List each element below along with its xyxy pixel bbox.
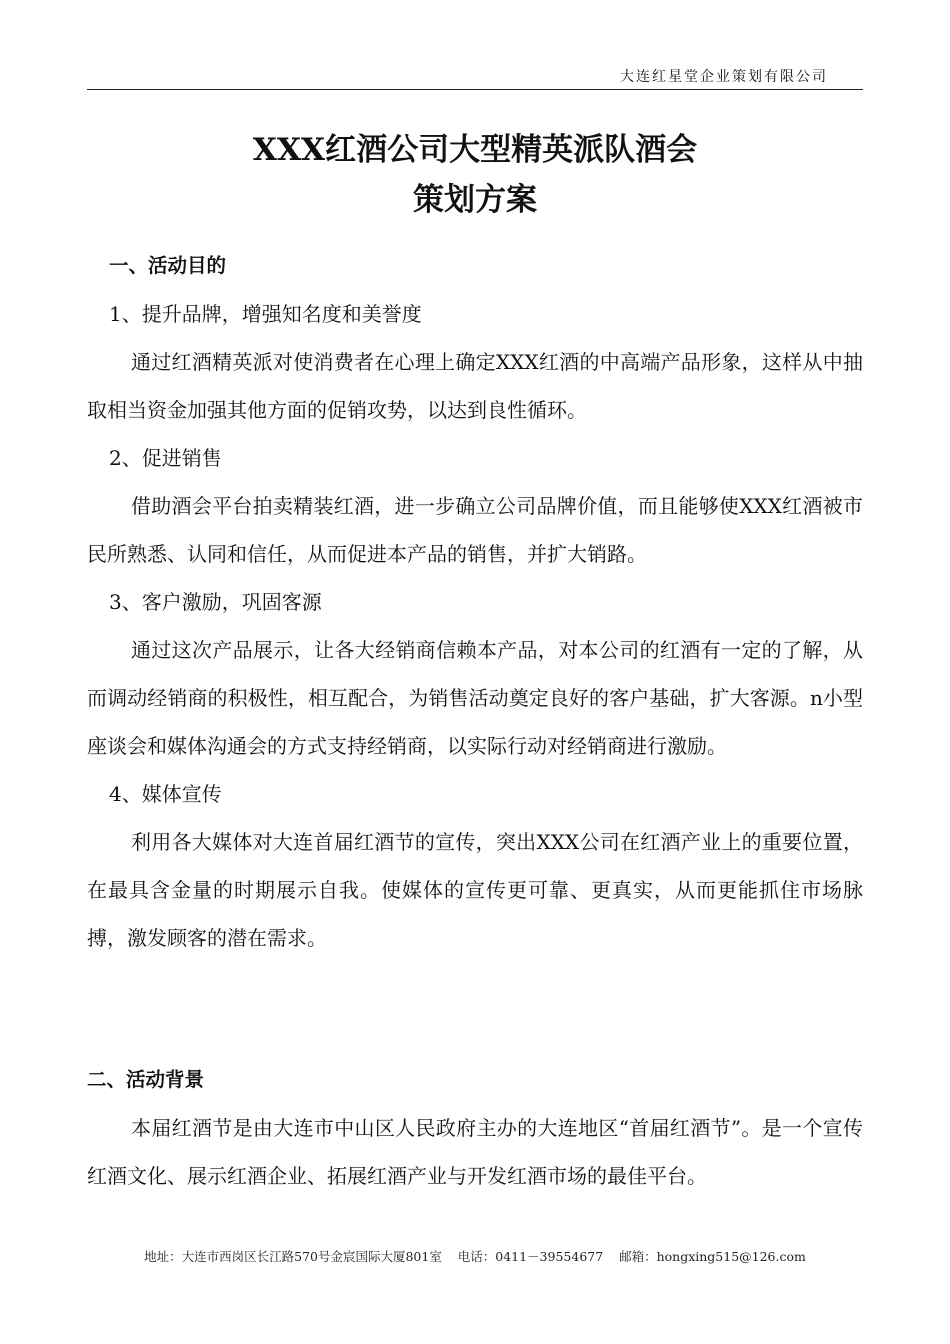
- item-4-paragraph: 利用各大媒体对大连首届红酒节的宣传，突出XXX公司在红酒产业上的重要位置，在最具含金量的时期展示自我。使媒体的宣传更可靠、更真实，从而更能抓住市场脉搏，激发顾客的潜在需求。: [87, 830, 863, 950]
- item-2-title: 2、促进销售: [109, 446, 222, 470]
- section-1: [87, 242, 863, 962]
- footer-contact: 地址：大连市西岗区长江路570号金宸国际大厦801室 电话：0411－39554677 邮箱：hongxing515@126.com: [144, 1249, 806, 1264]
- section-2-paragraph: 本届红酒节是由大连市中山区人民政府主办的大连地区“首届红酒节”。是一个宣传红酒文化、展示红酒企业、拓展红酒产业与开发红酒市场的最佳平台。: [87, 1116, 863, 1188]
- section-1-heading: 一、活动目的: [109, 254, 227, 277]
- item-1-paragraph: 通过红酒精英派对使消费者在心理上确定XXX红酒的中高端产品形象，这样从中抽取相当资金加强其他方面的促销攻势，以达到良性循环。: [87, 350, 863, 422]
- document-title-line-1: XXX红酒公司大型精英派队酒会: [252, 132, 698, 168]
- header-divider: [87, 89, 863, 90]
- item-2-paragraph: 借助酒会平台拍卖精装红酒，进一步确立公司品牌价值，而且能够使XXX红酒被市民所熟悉、认同和信任，从而促进本产品的销售，并扩大销路。: [87, 494, 863, 566]
- section-2: [87, 1056, 863, 1200]
- item-4-title: 4、媒体宣传: [109, 782, 222, 806]
- item-1-title: 1、提升品牌，增强知名度和美誉度: [109, 302, 422, 326]
- document-title-line-2: 策划方案: [413, 182, 537, 218]
- item-3-paragraph: 通过这次产品展示，让各大经销商信赖本产品，对本公司的红酒有一定的了解，从而调动经销商的积极性，相互配合，为销售活动奠定良好的客户基础，扩大客源。n小型座谈会和媒体沟通会的方式支持经销商，以实际行动对经销商进行激励。: [87, 638, 863, 758]
- section-2-heading: 二、活动背景: [87, 1068, 205, 1091]
- header-company-name: 大连红星堂企业策划有限公司: [620, 69, 828, 85]
- item-3-title: 3、客户激励，巩固客源: [109, 590, 322, 614]
